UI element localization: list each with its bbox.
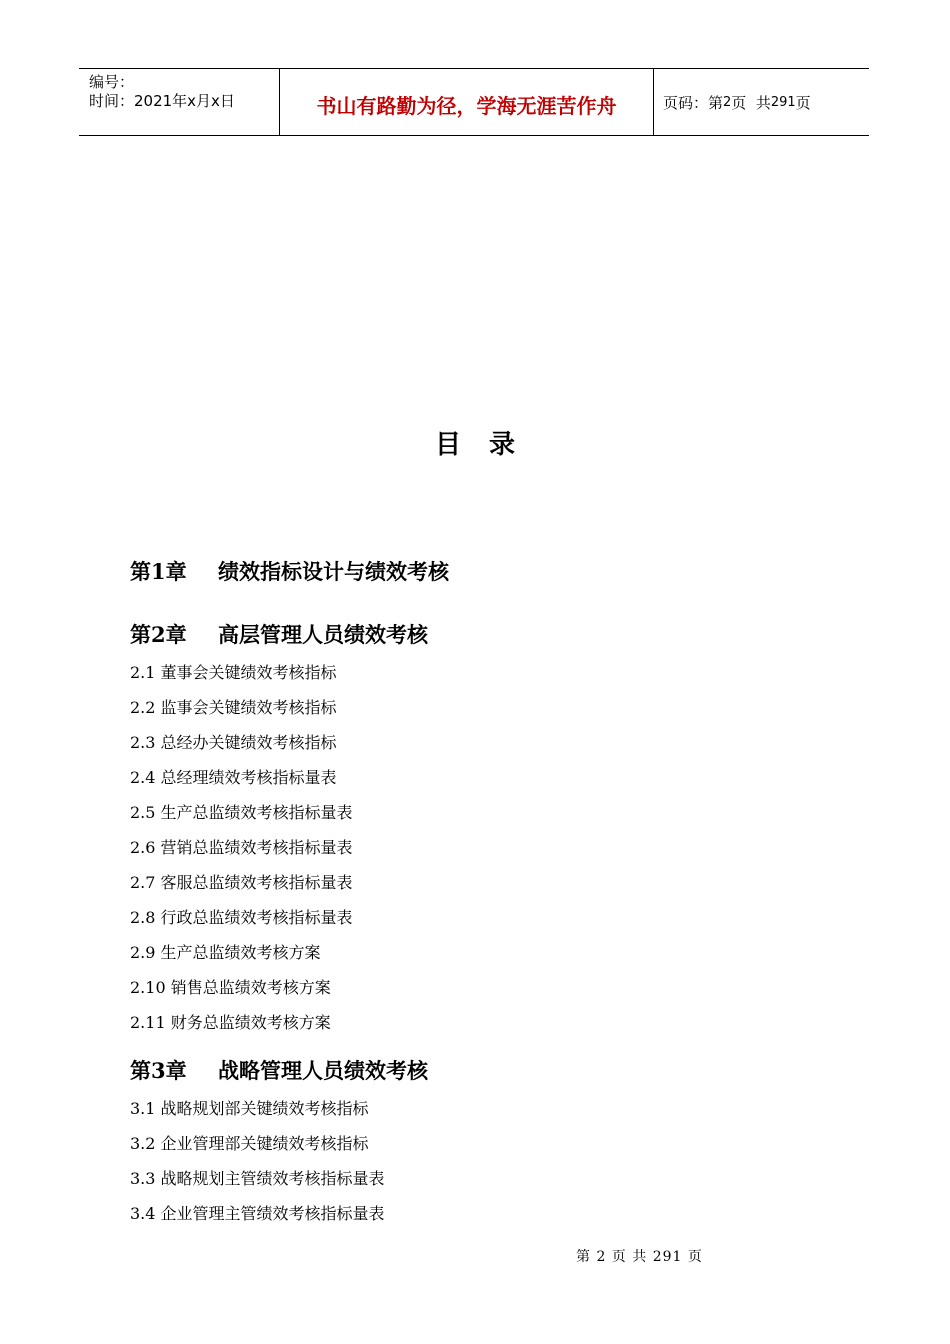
page-current: 2 bbox=[723, 94, 732, 110]
header-page-cell bbox=[654, 69, 869, 135]
page-mid: 页 共 bbox=[731, 93, 771, 112]
toc-chapter-1[interactable] bbox=[130, 556, 449, 586]
page-prefix: 页码：第 bbox=[663, 93, 724, 112]
toc-section[interactable]: 2.3 总经办关键绩效考核指标 bbox=[130, 733, 337, 752]
toc-section[interactable]: 2.5 生产总监绩效考核指标量表 bbox=[130, 803, 353, 822]
chapter-number: 第3章 bbox=[130, 1058, 187, 1083]
chapter-title: 高层管理人员绩效考核 bbox=[218, 622, 428, 647]
page-suffix: 页 bbox=[795, 93, 811, 112]
chapter-title: 战略管理人员绩效考核 bbox=[218, 1058, 428, 1083]
page-header bbox=[79, 68, 869, 136]
toc-section[interactable]: 2.1 董事会关键绩效考核指标 bbox=[130, 663, 337, 682]
page-footer: 第 2 页 共 291 页 bbox=[576, 1249, 703, 1265]
toc-section[interactable]: 2.6 营销总监绩效考核指标量表 bbox=[130, 838, 353, 857]
toc-chapter-3[interactable] bbox=[130, 1055, 428, 1085]
toc-section[interactable]: 2.2 监事会关键绩效考核指标 bbox=[130, 698, 337, 717]
toc-section[interactable]: 2.10 销售总监绩效考核方案 bbox=[130, 978, 331, 997]
chapter-number: 第1章 bbox=[130, 559, 187, 584]
page-total: 291 bbox=[770, 94, 796, 110]
toc-section[interactable]: 2.7 客服总监绩效考核指标量表 bbox=[130, 873, 353, 892]
toc-title: 目录 bbox=[434, 430, 543, 460]
time-label: 时间：2021年x月x日 bbox=[89, 92, 235, 110]
toc-section[interactable]: 2.11 财务总监绩效考核方案 bbox=[130, 1013, 331, 1032]
toc-chapter-2[interactable] bbox=[130, 619, 428, 649]
chapter-number: 第2章 bbox=[130, 622, 187, 647]
toc-section[interactable]: 3.2 企业管理部关键绩效考核指标 bbox=[130, 1134, 369, 1153]
number-label: 编号： bbox=[89, 73, 135, 91]
toc-section[interactable]: 3.1 战略规划部关键绩效考核指标 bbox=[130, 1099, 369, 1118]
toc-section[interactable]: 2.4 总经理绩效考核指标量表 bbox=[130, 768, 337, 787]
toc-section[interactable]: 3.4 企业管理主管绩效考核指标量表 bbox=[130, 1204, 385, 1223]
toc-section[interactable]: 2.9 生产总监绩效考核方案 bbox=[130, 943, 321, 962]
toc-section[interactable]: 3.3 战略规划主管绩效考核指标量表 bbox=[130, 1169, 385, 1188]
header-meta-cell bbox=[79, 69, 280, 135]
motto-text: 书山有路勤为径，学海无涯苦作舟 bbox=[316, 93, 617, 118]
toc-section[interactable]: 2.8 行政总监绩效考核指标量表 bbox=[130, 908, 353, 927]
header-motto-cell bbox=[280, 69, 654, 135]
chapter-title: 绩效指标设计与绩效考核 bbox=[218, 559, 449, 584]
